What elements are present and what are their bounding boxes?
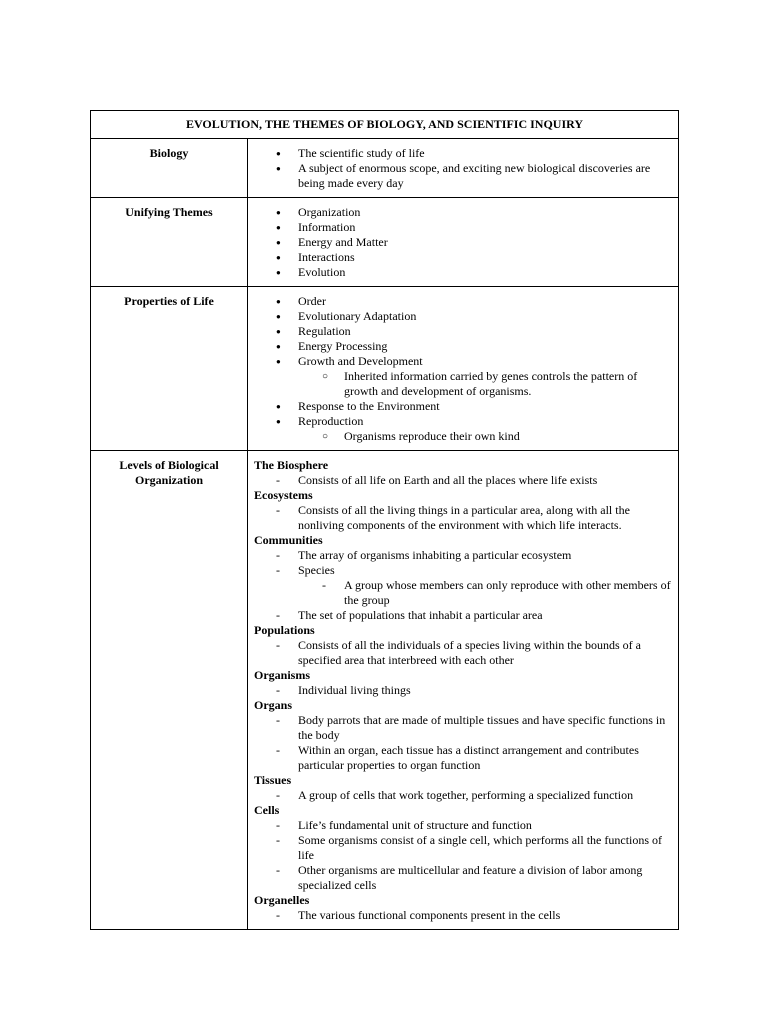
row-content-properties-of-life (248, 287, 679, 451)
section-heading: Communities (254, 533, 323, 547)
row-label-biology: Biology (91, 139, 248, 198)
section-heading: Organisms (254, 668, 311, 682)
list-item: ● Response to the Environment (254, 399, 672, 414)
row-content-unifying-themes (248, 198, 679, 287)
list-item: ● Information (254, 220, 672, 235)
section-heading: The Biosphere (254, 458, 329, 472)
list-item: - Consists of all life on Earth and all the places where life exists (254, 473, 672, 488)
row-content-levels (248, 451, 679, 930)
table-title: EVOLUTION, THE THEMES OF BIOLOGY, AND SCIENTIFIC INQUIRY (91, 111, 679, 139)
row-label-properties-of-life: Properties of Life (91, 287, 248, 451)
list-item: ● Energy and Matter (254, 235, 672, 250)
list-item: - The various functional components present in the cells (254, 908, 672, 923)
list-item: - Life’s fundamental unit of structure and function (254, 818, 672, 833)
section-heading: Ecosystems (254, 488, 313, 502)
list-item: ● Evolution (254, 265, 672, 280)
table-row (91, 287, 679, 451)
sub-list-item: ○ Inherited information carried by genes controls the pattern of growth and development of organisms. (254, 369, 672, 399)
table-row (91, 198, 679, 287)
list-item: ● Organization (254, 205, 672, 220)
list-item: ● Evolutionary Adaptation (254, 309, 672, 324)
row-content-biology (248, 139, 679, 198)
list-item: ● A subject of enormous scope, and exciting new biological discoveries are being made every day (254, 161, 672, 191)
list-item: - Some organisms consist of a single cell, which performs all the functions of life (254, 833, 672, 863)
section-heading: Organelles (254, 893, 310, 907)
table-row (91, 139, 679, 198)
list-item: - Within an organ, each tissue has a distinct arrangement and contributes particular properties to organ function (254, 743, 672, 773)
sub-list-item: ○ Organisms reproduce their own kind (254, 429, 672, 444)
section-heading: Organs (254, 698, 293, 712)
list-item: - Consists of all the living things in a particular area, along with all the nonliving components of the environment with which life interacts. (254, 503, 672, 533)
list-item: - The set of populations that inhabit a particular area (254, 608, 672, 623)
section-heading: Populations (254, 623, 315, 637)
list-item: - Other organisms are multicellular and feature a division of labor among specialized cells (254, 863, 672, 893)
list-item: - Consists of all the individuals of a species living within the bounds of a specified area that interbreed with each other (254, 638, 672, 668)
section-heading: Cells (254, 803, 280, 817)
list-item: ● Interactions (254, 250, 672, 265)
list-item: - Individual living things (254, 683, 672, 698)
notes-table (90, 110, 679, 930)
table-row (91, 451, 679, 930)
list-item: ● Energy Processing (254, 339, 672, 354)
list-item: ● Regulation (254, 324, 672, 339)
list-item: - Species (254, 563, 672, 578)
section-heading: Tissues (254, 773, 292, 787)
list-item: ● Growth and Development (254, 354, 672, 369)
list-item: ● Reproduction (254, 414, 672, 429)
row-label-unifying-themes: Unifying Themes (91, 198, 248, 287)
list-item: - Body parrots that are made of multiple tissues and have specific functions in the body (254, 713, 672, 743)
list-item: - The array of organisms inhabiting a particular ecosystem (254, 548, 672, 563)
sub-list-item: - A group whose members can only reproduce with other members of the group (254, 578, 672, 608)
row-label-levels: Levels of Biological Organization (91, 451, 248, 930)
list-item: ● The scientific study of life (254, 146, 672, 161)
list-item: - A group of cells that work together, performing a specialized function (254, 788, 672, 803)
list-item: ● Order (254, 294, 672, 309)
